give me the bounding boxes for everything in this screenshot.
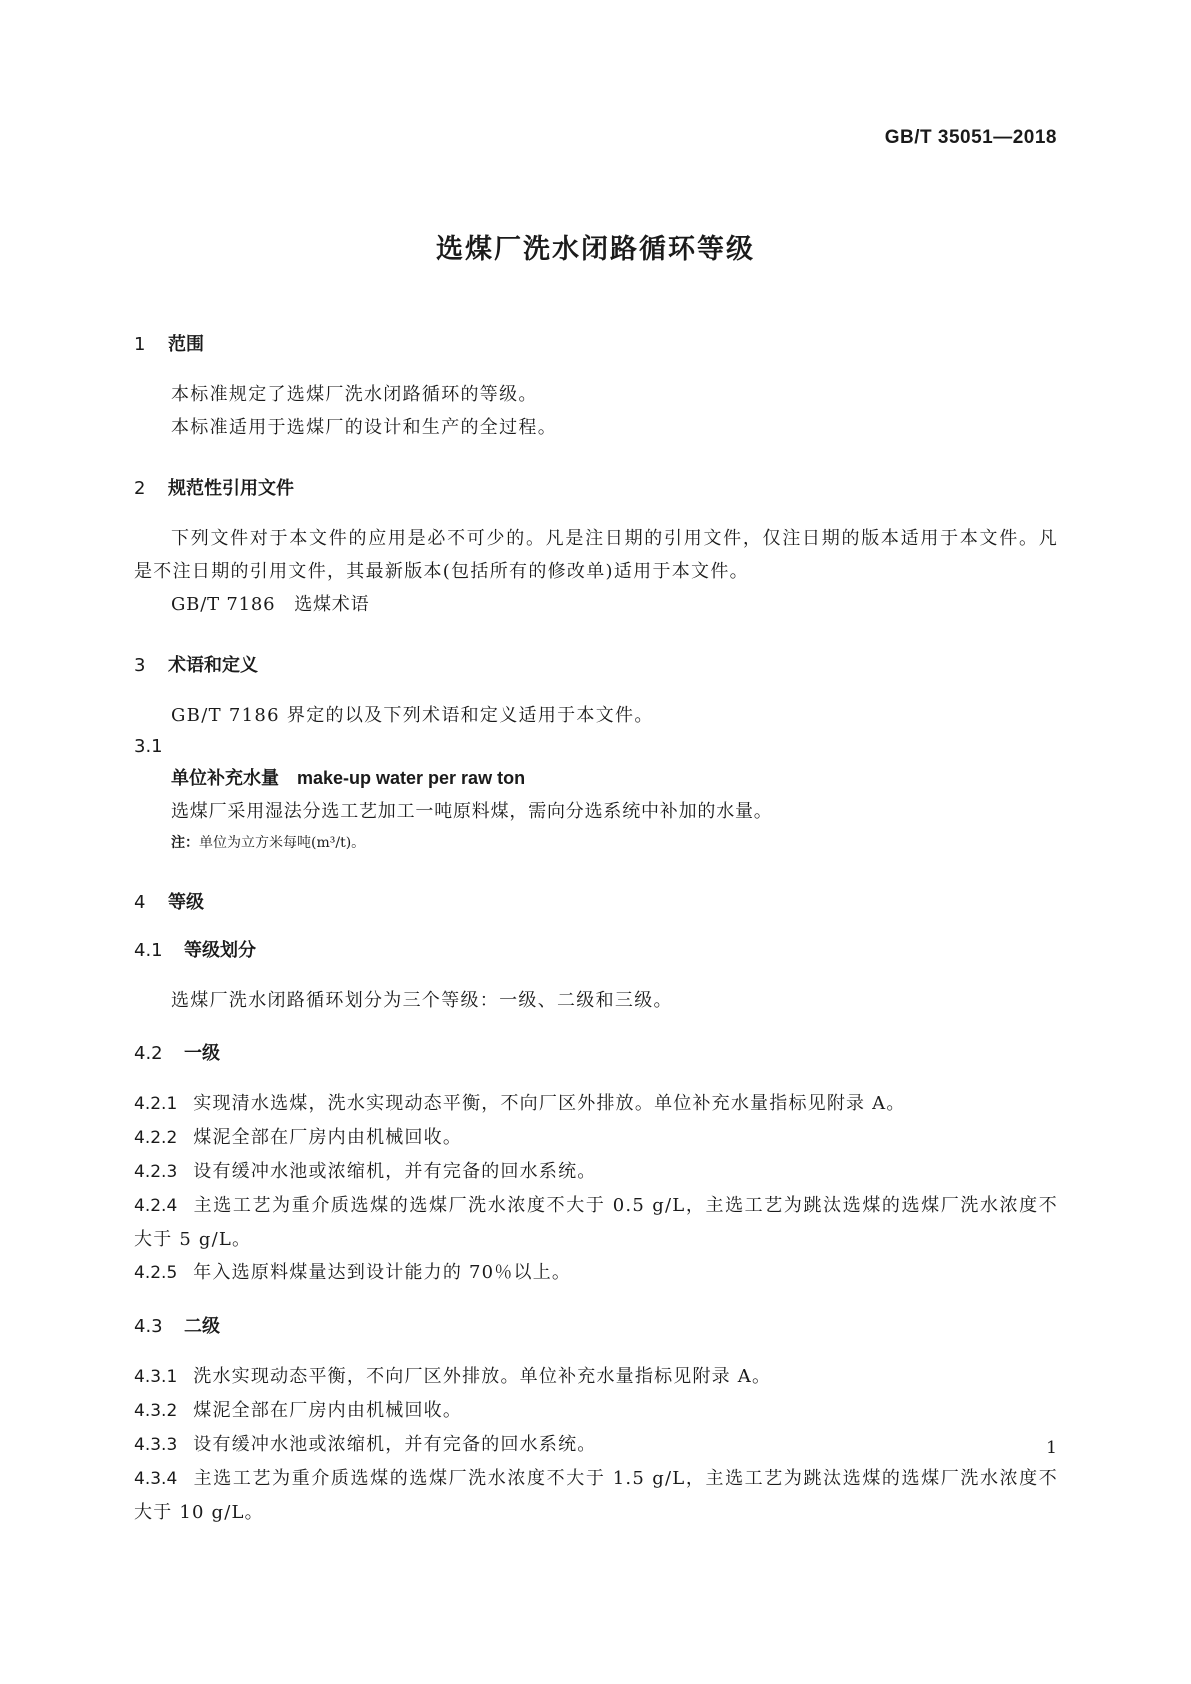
clause-text: 年入选原料煤量达到设计能力的 70％以上。 — [193, 1262, 572, 1283]
paragraph: 本标准规定了选煤厂洗水闭路循环的等级。 — [171, 384, 538, 405]
clause-text: 煤泥全部在厂房内由机械回收。 — [193, 1400, 463, 1421]
section-number: 3 — [134, 655, 146, 676]
section-number: 4 — [134, 892, 146, 913]
section-heading-normative-references — [134, 474, 1058, 500]
term-english: make-up water per raw ton — [297, 768, 526, 788]
section-title: 规范性引用文件 — [168, 478, 294, 499]
clause-text: 主选工艺为重介质选煤的选煤厂洗水浓度不大于 0.5 g/L，主选工艺为跳汰选煤的选煤厂洗水浓度不大于 5 g/L。 — [134, 1195, 1058, 1250]
clause-number: 4.3.2 — [134, 1401, 178, 1421]
clause-item — [134, 1189, 1058, 1256]
reference-entry: GB/T 7186 选煤术语 — [171, 594, 370, 615]
term-chinese: 单位补充水量 — [171, 768, 279, 789]
clause-number: 4.2.3 — [134, 1162, 178, 1182]
subsection-title: 等级划分 — [184, 940, 256, 961]
clause-text: 煤泥全部在厂房内由机械回收。 — [193, 1127, 463, 1148]
section-heading-terms — [134, 651, 1058, 677]
subsection-heading — [134, 936, 1058, 962]
clause-number: 4.2.2 — [134, 1128, 178, 1148]
clause-item — [134, 1394, 1058, 1428]
subsection-number: 4.3 — [134, 1316, 163, 1337]
standard-code: GB/T 35051—2018 — [884, 127, 1057, 148]
term-definition: 选煤厂采用湿法分选工艺加工一吨原料煤，需向分选系统中补加的水量。 — [171, 801, 773, 822]
clause-item — [134, 1087, 1058, 1121]
subsection-number: 4.2 — [134, 1043, 163, 1064]
subsection-number: 4.1 — [134, 940, 163, 961]
paragraph: 下列文件对于本文件的应用是必不可少的。凡是注日期的引用文件，仅注日期的版本适用于本文件。凡是不注日期的引用文件，其最新版本(包括所有的修改单)适用于本文件。 — [134, 528, 1058, 582]
clause-item — [134, 1121, 1058, 1155]
clause-number: 4.3.4 — [134, 1469, 178, 1489]
clause-text: 设有缓冲水池或浓缩机，并有完备的回水系统。 — [193, 1434, 597, 1455]
page-number: 1 — [1046, 1438, 1057, 1458]
section-title: 范围 — [168, 334, 204, 355]
clause-number: 4.2.4 — [134, 1196, 178, 1216]
document-title: 选煤厂洗水闭路循环等级 — [436, 234, 755, 265]
note — [134, 828, 1058, 858]
subsection-title: 二级 — [184, 1316, 220, 1337]
term-number: 3.1 — [134, 736, 163, 757]
section-heading-grades — [134, 888, 1058, 914]
note-text: 单位为立方米每吨(m³/t)。 — [199, 835, 366, 851]
clause-item — [134, 1155, 1058, 1189]
subsection-heading — [134, 1312, 1058, 1338]
paragraph: GB/T 7186 界定的以及下列术语和定义适用于本文件。 — [171, 705, 654, 726]
section-heading-scope — [134, 330, 1058, 356]
paragraph: 选煤厂洗水闭路循环划分为三个等级：一级、二级和三级。 — [171, 990, 673, 1011]
subsection-heading — [134, 1039, 1058, 1065]
section-title: 等级 — [168, 892, 204, 913]
section-number: 2 — [134, 478, 146, 499]
clause-item — [134, 1256, 1058, 1290]
clause-number: 4.3.1 — [134, 1367, 178, 1387]
note-label: 注： — [171, 835, 199, 851]
section-number: 1 — [134, 334, 146, 355]
clause-text: 主选工艺为重介质选煤的选煤厂洗水浓度不大于 1.5 g/L，主选工艺为跳汰选煤的选煤厂洗水浓度不大于 10 g/L。 — [134, 1468, 1058, 1523]
clause-number: 4.2.1 — [134, 1094, 178, 1114]
clause-number: 4.2.5 — [134, 1263, 178, 1283]
document-body — [134, 330, 1058, 1529]
clause-text: 洗水实现动态平衡，不向厂区外排放。单位补充水量指标见附录 A。 — [193, 1366, 772, 1387]
clause-number: 4.3.3 — [134, 1435, 178, 1455]
clause-item — [134, 1428, 1058, 1462]
clause-item — [134, 1360, 1058, 1394]
term-entry — [134, 762, 1058, 795]
clause-text: 实现清水选煤，洗水实现动态平衡，不向厂区外排放。单位补充水量指标见附录 A。 — [193, 1093, 906, 1114]
paragraph: 本标准适用于选煤厂的设计和生产的全过程。 — [171, 417, 557, 438]
subsection-title: 一级 — [184, 1043, 220, 1064]
clause-item — [134, 1462, 1058, 1529]
clause-text: 设有缓冲水池或浓缩机，并有完备的回水系统。 — [193, 1161, 597, 1182]
section-title: 术语和定义 — [168, 655, 258, 676]
